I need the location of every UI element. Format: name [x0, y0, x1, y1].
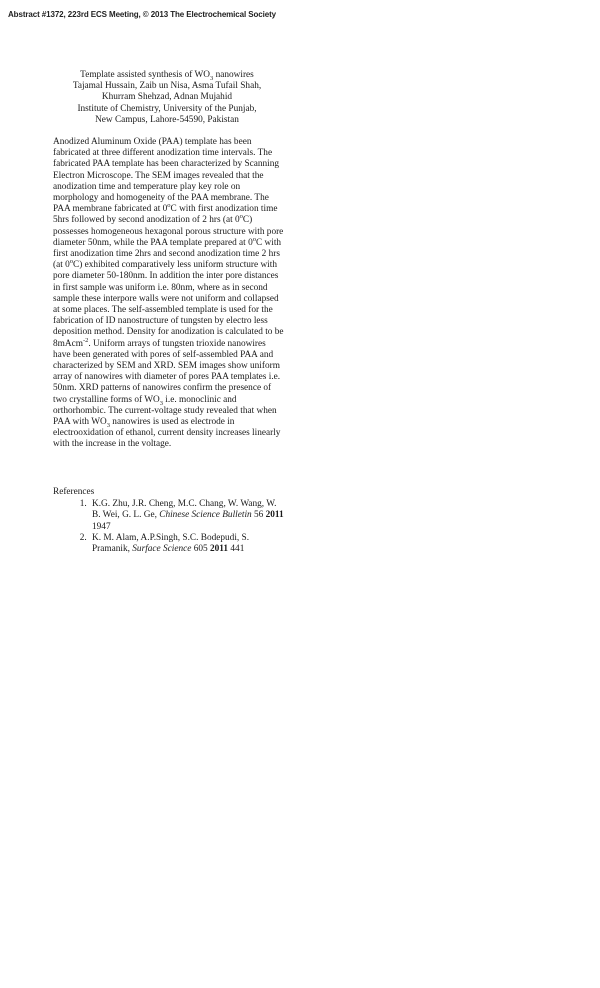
authors-line: Tajamal Hussain, Zaib un Nisa, Asma Tufail Shah, [72, 81, 262, 92]
page-header: Abstract #1372, 223rd ECS Meeting, © 2013 The Electrochemical Society [8, 10, 277, 19]
references-heading: References [53, 487, 95, 497]
reference-item: 2. K. M. Alam, A.P.Singh, S.C. Bodepudi, S. Pramanik, Surface Science 605 2011 441 [89, 533, 285, 555]
affiliation-line: Institute of Chemistry, University of the Punjab, [77, 103, 257, 114]
references-section [53, 487, 285, 555]
authors-line: Khurram Shehzad, Adnan Mujahid [101, 92, 233, 103]
title-block [52, 70, 282, 126]
affiliation-line: New Campus, Lahore-54590, Pakistan [95, 114, 239, 125]
abstract-body: Anodized Aluminum Oxide (PAA) template has been fabricated at three different anodization time intervals. The fabricated PAA template has been characterized by Scanning Electron Microscope. The SEM images revealed that the anodization time and temperature play key role on morphology and homogeneity of the PAA membrane. The PAA membrane fabricated at 0$^o$C with first anodization time 5hrs followed by second anodization of 2 hrs (at 0$^o$C) possesses homogeneous hexagonal porous structure with pore diameter 50nm, while the PAA template prepared at 0$^o$C with first anodization time 2hrs and second anodization time 2 hrs (at 0$^o$C) exhibited comparatively less uniform structure with pore diameter 50-180nm. In addition the inter pore distances in first sample was uniform i.e. 80nm, where as in second sample these interpore walls were not uniform and collapsed at some places. The self-assembled template is used for the fabrication of ID nanostructure of tungsten by electro less deposition method. Density for anodization is calculated to be 8mAcm$^{-2}$. Uniform arrays of tungsten trioxide nanowires have been generated with pores of self-assembled PAA and characterized by SEM and XRD. SEM images show uniform array of nanowires with diameter of pores PAA templates i.e. 50nm. XRD patterns of nanowires confirm the presence of two crystalline forms of $WO_3$ i.e. monoclinic and orthorhombic. The current-voltage study revealed that when PAA with $WO_3$ nanowires is used as electrode in electrooxidation of ethanol, current density increases linearly with the increase in the voltage. [53, 137, 284, 450]
reference-list [53, 499, 285, 555]
reference-item: 1. K.G. Zhu, J.R. Cheng, M.C. Chang, W. Wang, W. B. Wei, G. L. Ge, Chinese Science Bulletin 56 2011 1947 [89, 499, 285, 533]
article-title: Template assisted synthesis of $WO_3$ nanowires [80, 70, 254, 82]
